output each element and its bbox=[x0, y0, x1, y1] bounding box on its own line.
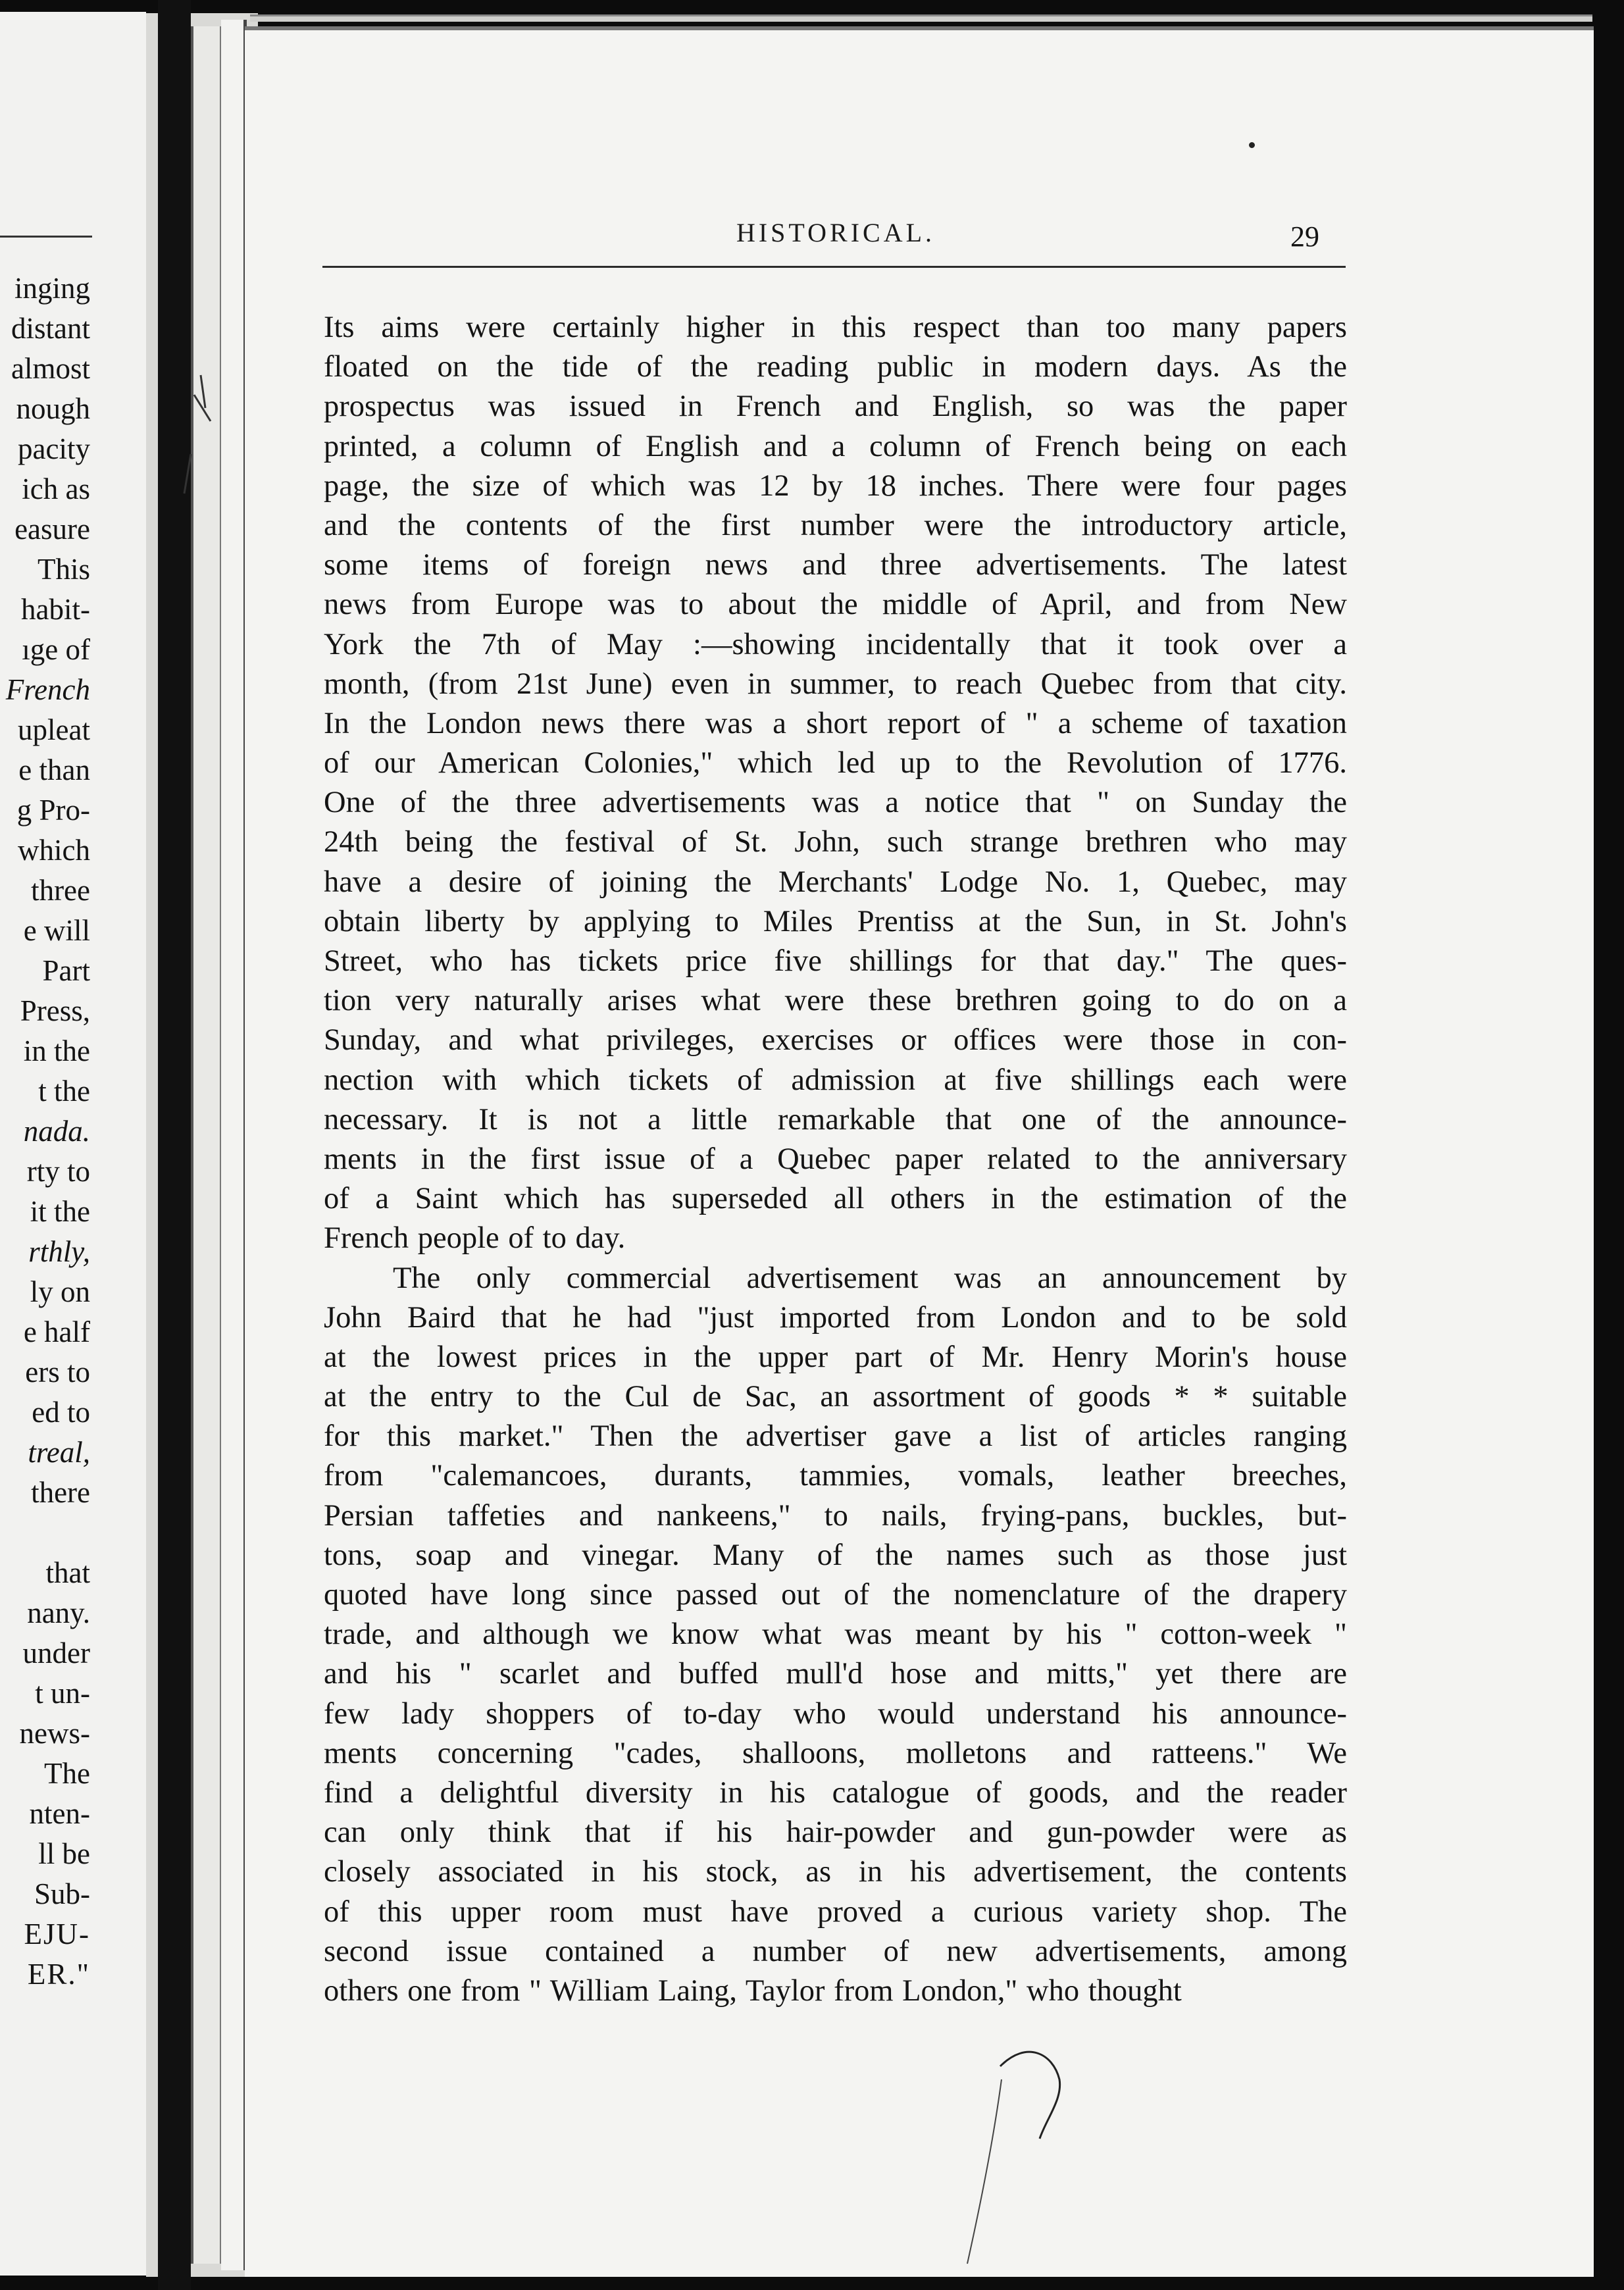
text-line: and the contents of the first number were the introductory article, bbox=[324, 508, 1347, 542]
facing-page-line: ll be bbox=[38, 1837, 90, 1870]
text-line: at the entry to the Cul de Sac, an assortment of goods * * suitable bbox=[324, 1380, 1347, 1414]
text-line: page, the size of which was 12 by 18 inches. There were four pages bbox=[324, 469, 1347, 503]
text-line: of this upper room must have proved a curious variety shop. The bbox=[324, 1895, 1347, 1929]
body-text bbox=[324, 308, 1347, 2011]
facing-page-line: g Pro- bbox=[16, 794, 90, 827]
text-line: In the London news there was a short report of " a scheme of taxation bbox=[324, 706, 1347, 740]
facing-page-line: that bbox=[45, 1556, 90, 1589]
facing-page-line: French bbox=[5, 673, 90, 706]
facing-page-line: nada. bbox=[23, 1115, 90, 1148]
text-line: find a delightful diversity in his catalogue of goods, and the reader bbox=[324, 1775, 1347, 1810]
facing-page-line: there bbox=[31, 1476, 90, 1509]
facing-page-line: nany. bbox=[27, 1596, 90, 1629]
facing-page-line: easure bbox=[14, 513, 90, 546]
facing-page-line: which bbox=[18, 834, 90, 867]
text-line: York the 7th of May :—showing incidentally that it took over a bbox=[324, 627, 1347, 661]
text-line: tion very naturally arises what were these brethren going to do on a bbox=[324, 984, 1347, 1018]
text-line: trade, and although we know what was meant by his " cotton-week " bbox=[324, 1617, 1347, 1652]
text-line: Sunday, and what privileges, exercises or offices were those in con- bbox=[324, 1023, 1347, 1057]
facing-page-line: ed to bbox=[32, 1396, 90, 1429]
facing-page-line: almost bbox=[11, 352, 90, 385]
text-line: have a desire of joining the Merchants' Lodge No. 1, Quebec, may bbox=[324, 865, 1347, 899]
text-line: others one from " William Laing, Taylor from London," who thought bbox=[324, 1973, 1182, 2008]
facing-page-line: three bbox=[31, 874, 90, 907]
text-line: tons, soap and vinegar. Many of the names such as those just bbox=[324, 1538, 1347, 1572]
facing-page-line: upleat bbox=[18, 713, 90, 746]
text-line: few lady shoppers of to-day who would understand his announce- bbox=[324, 1696, 1347, 1731]
text-line: necessary. It is not a little remarkable that one of the announce- bbox=[324, 1102, 1347, 1136]
facing-page-line: t the bbox=[38, 1075, 90, 1107]
facing-page-line: Part bbox=[42, 954, 90, 987]
text-line: prospectus was issued in French and English, so was the paper bbox=[324, 390, 1347, 424]
page-top-edge bbox=[250, 14, 1592, 22]
facing-page-line: inging bbox=[14, 272, 90, 305]
header-rule bbox=[322, 266, 1346, 268]
text-line: ments in the first issue of a Quebec paper related to the anniversary bbox=[324, 1142, 1347, 1176]
text-line: Its aims were certainly higher in this respect than too many papers bbox=[324, 311, 1347, 344]
facing-page-line: ıge of bbox=[22, 633, 90, 666]
facing-page-line: ich as bbox=[22, 472, 90, 505]
facing-page-rule bbox=[0, 236, 92, 238]
facing-page-line: news- bbox=[19, 1717, 90, 1750]
facing-page-line: ly on bbox=[30, 1275, 90, 1308]
text-line: closely associated in his stock, as in his advertisement, the contents bbox=[324, 1855, 1347, 1889]
facing-page-line: it the bbox=[30, 1195, 90, 1228]
text-line: One of the three advertisements was a notice that " on Sunday the bbox=[324, 786, 1347, 820]
text-line: month, (from 21st June) even in summer, to reach Quebec from that city. bbox=[324, 667, 1347, 701]
page-edge bbox=[191, 26, 222, 2264]
facing-page-line: treal, bbox=[28, 1436, 90, 1469]
text-line: and his " scarlet and buffed mull'd hose and mitts," yet there are bbox=[324, 1657, 1347, 1691]
facing-page-line: pacity bbox=[18, 432, 90, 465]
facing-page-line: t un- bbox=[35, 1677, 90, 1710]
text-line: ments concerning "cades, shalloons, molletons and ratteens." We bbox=[324, 1736, 1347, 1770]
text-line: of our American Colonies," which led up to the Revolution of 1776. bbox=[324, 746, 1347, 780]
ink-speck bbox=[1249, 142, 1255, 148]
facing-page-line: Sub- bbox=[34, 1877, 90, 1910]
facing-page-line bbox=[0, 1513, 90, 1553]
facing-page-text bbox=[0, 268, 90, 1995]
facing-page-line: e half bbox=[23, 1315, 90, 1348]
facing-page-line: ers to bbox=[25, 1356, 90, 1388]
facing-page-fragment bbox=[0, 12, 146, 2276]
text-line: second issue contained a number of new advertisements, among bbox=[324, 1934, 1347, 1968]
margin-pencil-mark bbox=[132, 369, 263, 500]
facing-page-line: in the bbox=[23, 1034, 90, 1067]
page-edge bbox=[221, 20, 247, 2270]
text-line: some items of foreign news and three advertisements. The latest bbox=[324, 548, 1347, 582]
text-line: can only think that if his hair-powder and gun-powder were as bbox=[324, 1816, 1347, 1850]
running-header bbox=[322, 217, 1349, 270]
facing-page-line: e will bbox=[23, 914, 90, 947]
facing-page-line: e than bbox=[18, 753, 90, 786]
text-line: printed, a column of English and a column of French being on each bbox=[324, 429, 1347, 463]
text-line: The only commercial advertisement was an announcement by bbox=[393, 1261, 1347, 1295]
text-line: from "calemancoes, durants, tammies, vomals, leather breeches, bbox=[324, 1459, 1347, 1493]
text-line: 24th being the festival of St. John, such strange brethren who may bbox=[324, 825, 1347, 859]
facing-page-line: distant bbox=[11, 312, 90, 345]
facing-page-line: habit- bbox=[21, 593, 90, 626]
running-title: HISTORICAL. bbox=[736, 218, 936, 247]
facing-page-line: This bbox=[37, 553, 90, 586]
facing-page-line: nough bbox=[16, 392, 90, 425]
text-line: nection with which tickets of admission at five shillings each were bbox=[324, 1063, 1347, 1097]
text-line: of a Saint which has superseded all others in the estimation of the bbox=[324, 1182, 1347, 1216]
page-number: 29 bbox=[1290, 220, 1319, 253]
text-line: French people of to day. bbox=[324, 1221, 626, 1256]
facing-page-line: rthly, bbox=[28, 1235, 90, 1268]
binding-shadow bbox=[158, 0, 191, 2290]
facing-page-line: ER." bbox=[27, 1958, 90, 1991]
text-line: Persian taffeties and nankeens," to nails, frying-pans, buckles, but- bbox=[324, 1498, 1347, 1533]
text-line: quoted have long since passed out of the nomenclature of the drapery bbox=[324, 1578, 1347, 1612]
facing-page-line: under bbox=[22, 1637, 90, 1669]
text-line: obtain liberty by applying to Miles Prentiss at the Sun, in St. John's bbox=[324, 904, 1347, 938]
text-line: Street, who has tickets price five shillings for that day." The ques- bbox=[324, 944, 1347, 978]
facing-page-line: Press, bbox=[20, 994, 90, 1027]
facing-page-line: nten- bbox=[29, 1797, 90, 1830]
text-line: floated on the tide of the reading public in modern days. As the bbox=[324, 350, 1347, 384]
facing-page-line: rty to bbox=[26, 1155, 90, 1188]
facing-page-line: The bbox=[44, 1757, 90, 1790]
text-line: at the lowest prices in the upper part of Mr. Henry Morin's house bbox=[324, 1340, 1347, 1374]
pencil-scribble bbox=[948, 2040, 1079, 2277]
text-line: for this market." Then the advertiser gave a list of articles ranging bbox=[324, 1419, 1347, 1454]
text-line: John Baird that he had "just imported from London and to be sold bbox=[324, 1300, 1347, 1335]
facing-page-line: EJU- bbox=[24, 1918, 90, 1950]
text-line: news from Europe was to about the middle of April, and from New bbox=[324, 588, 1347, 622]
